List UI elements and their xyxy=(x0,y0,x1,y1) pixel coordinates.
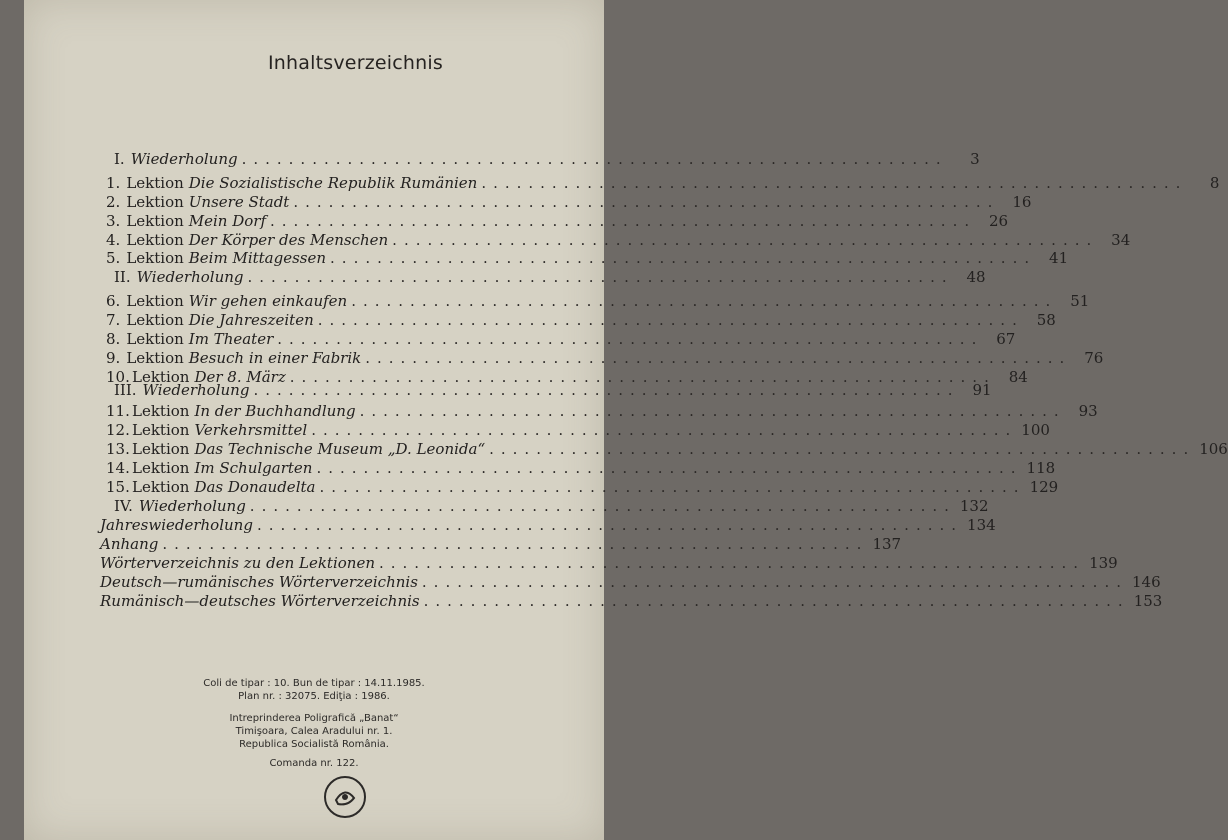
toc-page-number: 76 xyxy=(1084,349,1104,367)
toc-lesson-word: Lektion xyxy=(126,249,184,267)
toc-leader-dots: ............................................................ xyxy=(311,421,1018,439)
toc-section-label: Wiederholung xyxy=(138,497,246,515)
toc-leader-dots: ............................................................ xyxy=(162,535,869,553)
toc-number: 11. xyxy=(106,402,130,420)
toc-page-number: 34 xyxy=(1111,231,1131,249)
toc-entry xyxy=(106,349,1104,369)
toc-lesson-word: Lektion xyxy=(126,174,184,192)
toc-title: Verkehrsmittel xyxy=(194,421,308,439)
toc-leader-dots: ............................................................ xyxy=(359,402,1066,420)
page-title: Inhaltsverzeichnis xyxy=(268,52,443,74)
toc-page-number: 106 xyxy=(1199,440,1228,458)
toc-page-number: 91 xyxy=(972,381,992,399)
toc-number: 4. xyxy=(106,231,121,249)
toc-entry xyxy=(106,478,1059,498)
toc-number: 12. xyxy=(106,421,130,439)
toc-entry xyxy=(106,249,1069,269)
imprint-block-2 xyxy=(24,712,604,751)
toc-entry xyxy=(106,193,1032,213)
toc-title: Rumänisch—deutsches Wörterverzeichnis xyxy=(100,592,420,610)
toc-leader-dots: ............................................................ xyxy=(378,554,1086,572)
imprint-block-3 xyxy=(24,757,604,770)
toc-leader-dots: ............................................................ xyxy=(247,268,954,286)
toc-leader-dots: ............................................................ xyxy=(351,292,1058,310)
toc-lesson-word: Lektion xyxy=(126,292,184,310)
toc-leader-dots: ............................................................ xyxy=(241,150,948,168)
toc-lesson-word: Lektion xyxy=(132,440,190,458)
toc-entry xyxy=(114,150,980,170)
toc-page-number: 51 xyxy=(1070,292,1090,310)
toc-entry xyxy=(106,311,1056,331)
imprint-line: Republica Socialistă România. xyxy=(239,739,389,750)
toc-number: 2. xyxy=(106,193,121,211)
imprint-line: Timişoara, Calea Aradului nr. 1. xyxy=(235,726,393,737)
toc-leader-dots: ............................................................ xyxy=(481,174,1188,192)
toc-lesson-word: Lektion xyxy=(132,421,190,439)
toc-number: 13. xyxy=(106,440,130,458)
toc-entry xyxy=(106,212,1009,232)
toc-number: 5. xyxy=(106,249,121,267)
toc-leader-dots: ............................................................ xyxy=(319,478,1026,496)
toc-title: Wörterverzeichnis zu den Lektionen xyxy=(100,554,375,572)
imprint-line: Coli de tipar : 10. Bun de tipar : 14.11.1985. xyxy=(203,678,425,689)
toc-leader-dots: ............................................................ xyxy=(256,516,964,534)
toc-entry xyxy=(106,421,1050,441)
toc-number: II. xyxy=(114,268,131,286)
toc-title: Beim Mittagessen xyxy=(188,249,327,267)
toc-lesson-word: Lektion xyxy=(126,231,184,249)
toc-page-number: 8 xyxy=(1209,174,1220,192)
toc-entry xyxy=(106,459,1056,479)
toc-title: Jahreswiederholung xyxy=(100,516,253,534)
imprint-line: Plan nr. : 32075. Ediţia : 1986. xyxy=(238,691,390,702)
toc-leader-dots: ............................................................ xyxy=(365,349,1072,367)
toc-entry xyxy=(106,292,1090,312)
toc-number: 3. xyxy=(106,212,121,230)
toc-title: Der 8. März xyxy=(194,368,286,386)
toc-title: Das Technische Museum „D. Leonida“ xyxy=(194,440,486,458)
toc-leader-dots: ............................................................ xyxy=(421,573,1128,591)
imprint-line: Comanda nr. 122. xyxy=(269,758,359,769)
toc-lesson-word: Lektion xyxy=(126,330,184,348)
toc-page-number: 153 xyxy=(1133,592,1163,610)
toc-page-number: 118 xyxy=(1026,459,1056,477)
toc-title: Mein Dorf xyxy=(188,212,267,230)
toc-entry xyxy=(106,402,1098,422)
toc-leader-dots: ............................................................ xyxy=(289,368,996,386)
toc-title: Im Schulgarten xyxy=(194,459,313,477)
toc-lesson-word: Lektion xyxy=(126,212,184,230)
toc-number: 6. xyxy=(106,292,121,310)
toc-page-number: 139 xyxy=(1089,554,1118,572)
toc-page-number: 48 xyxy=(966,268,986,286)
toc-page-number: 58 xyxy=(1036,311,1056,329)
toc-lesson-word: Lektion xyxy=(126,311,184,329)
toc-number: 14. xyxy=(106,459,130,477)
toc-page-number: 84 xyxy=(1008,368,1028,386)
toc-leader-dots: ............................................................ xyxy=(270,212,977,230)
toc-entry xyxy=(106,330,1016,350)
toc-number: 10. xyxy=(106,368,130,386)
book-page xyxy=(24,0,1228,840)
toc-number: 8. xyxy=(106,330,121,348)
toc-lesson-word: Lektion xyxy=(126,193,184,211)
toc-title: Deutsch—rumänisches Wörterverzeichnis xyxy=(100,573,418,591)
toc-title: Die Jahreszeiten xyxy=(188,311,314,329)
toc-title: Wir gehen einkaufen xyxy=(188,292,348,310)
toc-title: Unsere Stadt xyxy=(188,193,290,211)
toc-lesson-word: Lektion xyxy=(132,368,190,386)
toc-page-number: 134 xyxy=(967,516,996,534)
toc-leader-dots: ............................................................ xyxy=(330,249,1037,267)
toc-number: 7. xyxy=(106,311,121,329)
toc-number: I. xyxy=(114,150,125,168)
toc-number: 1. xyxy=(106,174,121,192)
toc-lesson-word: Lektion xyxy=(126,349,184,367)
toc-page-number: 16 xyxy=(1012,193,1032,211)
toc-entry xyxy=(100,516,996,536)
toc-entry xyxy=(114,381,992,401)
toc-page-number: 137 xyxy=(872,535,902,553)
toc-page-number: 146 xyxy=(1132,573,1161,591)
toc-title: In der Buchhandlung xyxy=(194,402,356,420)
toc-lesson-word: Lektion xyxy=(132,478,190,496)
toc-entry xyxy=(106,174,1220,194)
toc-leader-dots: ............................................................ xyxy=(293,193,1000,211)
toc-title: Im Theater xyxy=(188,330,274,348)
printer-logo-icon xyxy=(324,776,366,818)
toc-page-number: 26 xyxy=(989,212,1009,230)
toc-page-number: 129 xyxy=(1029,478,1059,496)
toc-number: III. xyxy=(114,381,137,399)
toc-page-number: 67 xyxy=(996,330,1016,348)
toc-lesson-word: Lektion xyxy=(132,459,190,477)
toc-leader-dots: ............................................................ xyxy=(317,311,1024,329)
toc-leader-dots: ............................................................ xyxy=(423,592,1130,610)
toc-entry xyxy=(100,592,1163,612)
toc-title: Die Sozialistische Republik Rumänien xyxy=(188,174,478,192)
toc-lesson-word: Lektion xyxy=(132,402,190,420)
toc-page-number: 93 xyxy=(1078,402,1098,420)
toc-leader-dots: ............................................................ xyxy=(316,459,1023,477)
toc-page-number: 41 xyxy=(1049,249,1069,267)
toc-entry xyxy=(106,440,1228,460)
toc-section-label: Wiederholung xyxy=(142,381,250,399)
toc-leader-dots: ............................................................ xyxy=(489,440,1196,458)
toc-title: Das Donaudelta xyxy=(194,478,316,496)
toc-entry xyxy=(114,268,986,288)
toc-title: Besuch in einer Fabrik xyxy=(188,349,362,367)
toc-entry xyxy=(106,231,1131,251)
toc-page-number: 132 xyxy=(959,497,989,515)
toc-leader-dots: ............................................................ xyxy=(249,497,956,515)
toc-entry xyxy=(100,554,1118,574)
toc-number: 15. xyxy=(106,478,130,496)
toc-leader-dots: ............................................................ xyxy=(277,330,984,348)
toc-title: Der Körper des Menschen xyxy=(188,231,389,249)
imprint-line: Intreprinderea Poligrafică „Banat“ xyxy=(229,713,399,724)
toc-page-number: 100 xyxy=(1021,421,1050,439)
toc-leader-dots: ............................................................ xyxy=(392,231,1099,249)
toc-entry xyxy=(114,497,989,517)
toc-title: Anhang xyxy=(100,535,159,553)
toc-page-number: 3 xyxy=(970,150,980,168)
toc-entry xyxy=(100,573,1161,593)
toc-leader-dots: ............................................................ xyxy=(253,381,960,399)
toc-entry xyxy=(100,535,902,555)
toc-section-label: Wiederholung xyxy=(136,268,244,286)
toc-section-label: Wiederholung xyxy=(130,150,238,168)
imprint-block-1 xyxy=(24,677,604,703)
toc-number: IV. xyxy=(114,497,133,515)
toc-number: 9. xyxy=(106,349,121,367)
